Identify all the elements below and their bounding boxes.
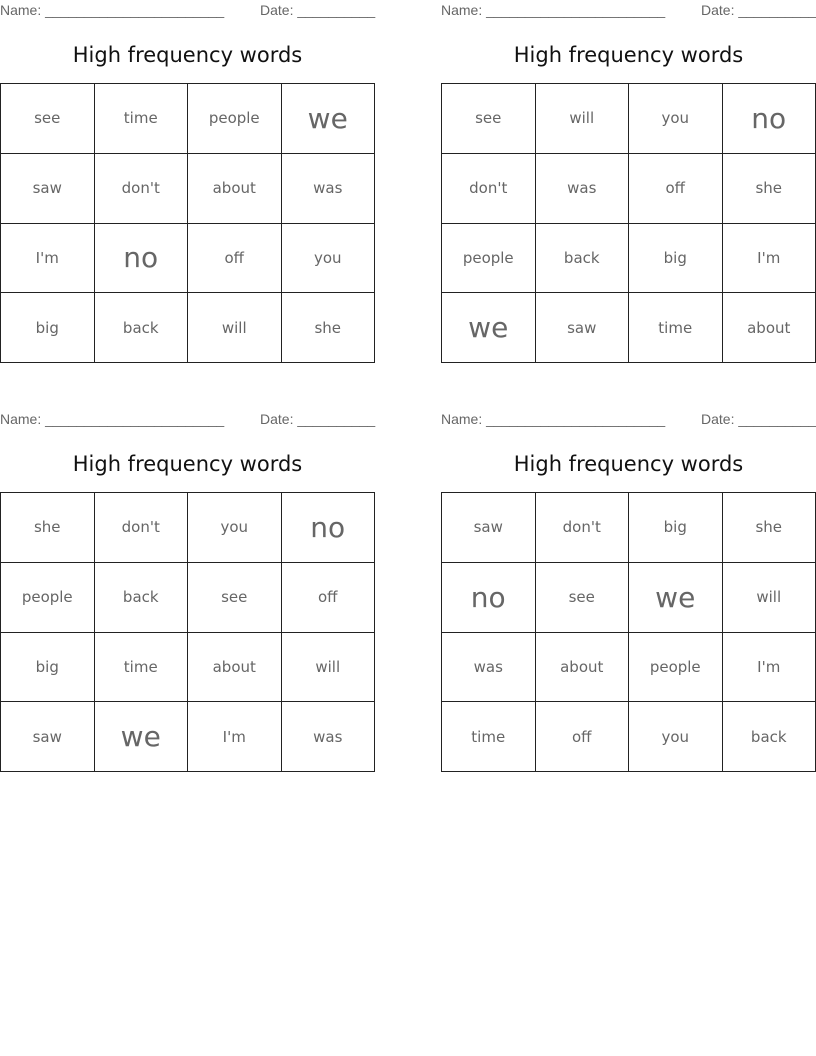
word-grid xyxy=(0,492,375,772)
word-cell: she xyxy=(723,493,816,563)
word-cell: back xyxy=(723,702,816,772)
word-cell: will xyxy=(188,293,282,363)
card-title: High frequency words xyxy=(72,43,303,67)
word-cell: off xyxy=(629,154,723,224)
word-cell: see xyxy=(536,563,630,633)
word-cell: you xyxy=(282,224,376,294)
word-cell: about xyxy=(536,633,630,703)
word-cell: no xyxy=(723,84,816,154)
word-cell: I'm xyxy=(1,224,95,294)
word-cell: was xyxy=(282,702,376,772)
date-field[interactable]: Date: __________ xyxy=(701,2,816,18)
word-cell: we xyxy=(282,84,376,154)
word-cell: off xyxy=(188,224,282,294)
name-field[interactable]: Name: _______________________ xyxy=(0,411,225,427)
word-cell: was xyxy=(442,633,536,703)
word-cell: about xyxy=(188,154,282,224)
word-cell: about xyxy=(188,633,282,703)
name-field[interactable]: Name: _______________________ xyxy=(441,2,666,18)
date-field[interactable]: Date: __________ xyxy=(701,411,816,427)
word-cell: people xyxy=(629,633,723,703)
word-grid xyxy=(441,83,816,363)
word-cell: big xyxy=(1,293,95,363)
word-cell: no xyxy=(282,493,376,563)
word-cell: saw xyxy=(536,293,630,363)
word-cell: will xyxy=(723,563,816,633)
word-cell: she xyxy=(1,493,95,563)
word-cell: was xyxy=(536,154,630,224)
word-cell: no xyxy=(442,563,536,633)
word-cell: time xyxy=(95,633,189,703)
word-cell: I'm xyxy=(188,702,282,772)
word-cell: back xyxy=(95,563,189,633)
word-cell: big xyxy=(629,224,723,294)
card-title: High frequency words xyxy=(513,452,744,476)
card-header xyxy=(441,411,816,429)
word-cell: don't xyxy=(95,493,189,563)
word-cell: see xyxy=(188,563,282,633)
word-cell: you xyxy=(629,702,723,772)
word-grid xyxy=(441,492,816,772)
word-grid xyxy=(0,83,375,363)
card-title: High frequency words xyxy=(72,452,303,476)
word-cell: you xyxy=(629,84,723,154)
word-cell: she xyxy=(723,154,816,224)
word-cell: see xyxy=(442,84,536,154)
word-cell: saw xyxy=(1,154,95,224)
word-cell: time xyxy=(95,84,189,154)
word-cell: will xyxy=(282,633,376,703)
word-cell: we xyxy=(442,293,536,363)
word-cell: off xyxy=(536,702,630,772)
word-cell: I'm xyxy=(723,633,816,703)
name-field[interactable]: Name: _______________________ xyxy=(0,2,225,18)
word-cell: we xyxy=(629,563,723,633)
word-cell: she xyxy=(282,293,376,363)
word-cell: I'm xyxy=(723,224,816,294)
word-cell: don't xyxy=(95,154,189,224)
card-header xyxy=(0,2,375,20)
word-cell: don't xyxy=(536,493,630,563)
date-field[interactable]: Date: __________ xyxy=(260,411,376,427)
card-header xyxy=(441,2,816,20)
word-cell: off xyxy=(282,563,376,633)
card-title: High frequency words xyxy=(513,43,744,67)
word-cell: time xyxy=(629,293,723,363)
word-cell: back xyxy=(95,293,189,363)
word-cell: see xyxy=(1,84,95,154)
word-cell: saw xyxy=(442,493,536,563)
name-field[interactable]: Name: _______________________ xyxy=(441,411,666,427)
word-cell: time xyxy=(442,702,536,772)
date-field[interactable]: Date: __________ xyxy=(260,2,376,18)
word-cell: saw xyxy=(1,702,95,772)
word-cell: big xyxy=(629,493,723,563)
word-cell: about xyxy=(723,293,816,363)
word-cell: will xyxy=(536,84,630,154)
word-cell: no xyxy=(95,224,189,294)
word-cell: big xyxy=(1,633,95,703)
word-cell: people xyxy=(1,563,95,633)
word-cell: you xyxy=(188,493,282,563)
word-cell: back xyxy=(536,224,630,294)
word-cell: we xyxy=(95,702,189,772)
word-cell: people xyxy=(442,224,536,294)
word-cell: was xyxy=(282,154,376,224)
card-header xyxy=(0,411,375,429)
word-cell: don't xyxy=(442,154,536,224)
word-cell: people xyxy=(188,84,282,154)
